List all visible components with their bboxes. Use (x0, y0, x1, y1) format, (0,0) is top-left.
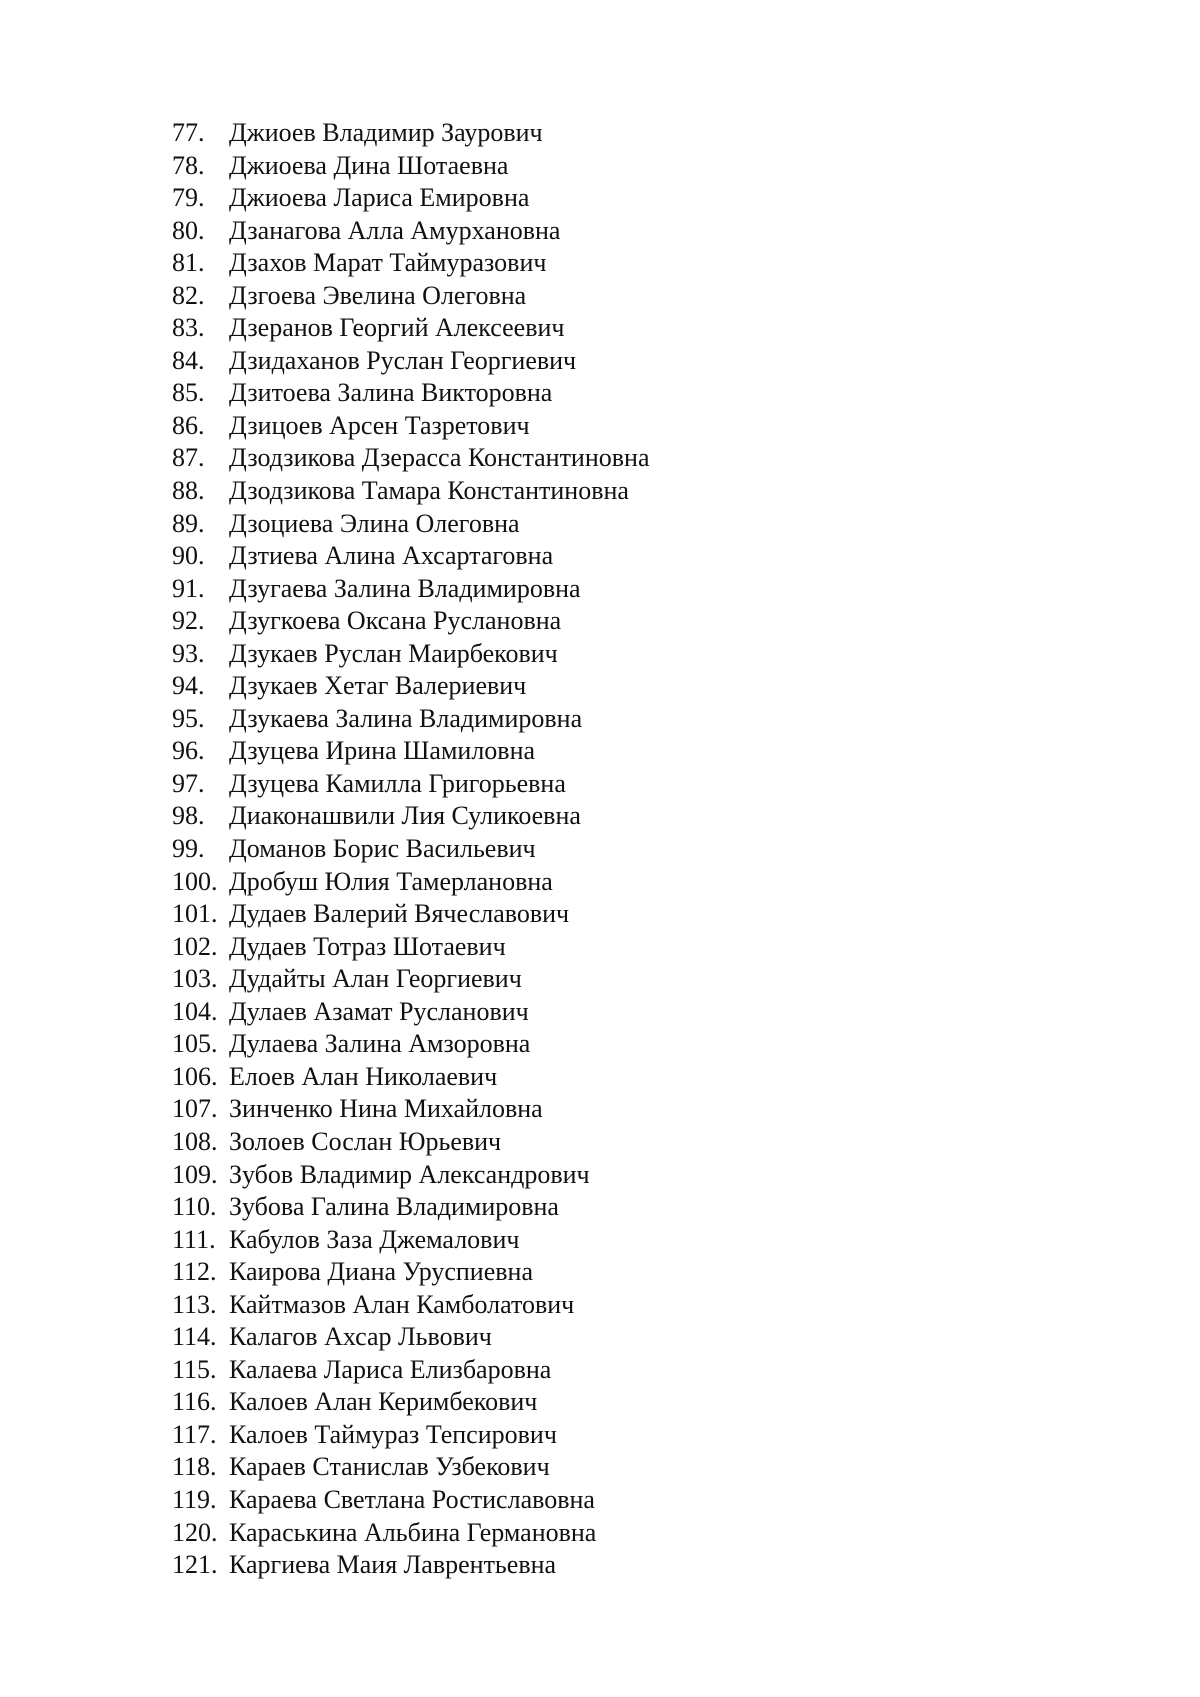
list-item-number: 98. (172, 801, 205, 831)
list-item (172, 1354, 650, 1387)
list-item-name: Елоев Алан Николаевич (229, 1061, 498, 1091)
list-item-name: Калоев Таймураз Тепсирович (229, 1419, 557, 1449)
list-item-name: Караськина Альбина Германовна (229, 1517, 597, 1547)
list-item-name: Дзукаев Хетаг Валериевич (229, 671, 527, 701)
list-item-number: 93. (172, 638, 205, 668)
list-item (172, 182, 650, 215)
list-item (172, 833, 650, 866)
list-item-number: 112. (172, 1257, 217, 1287)
list-item-name: Кайтмазов Алан Камболатович (229, 1289, 575, 1319)
list-item (172, 1484, 650, 1517)
list-item-number: 88. (172, 476, 205, 506)
list-item (172, 1419, 650, 1452)
list-item-number: 85. (172, 378, 205, 408)
list-item-name: Диаконашвили Лия Суликоевна (229, 801, 581, 831)
list-item-name: Зубов Владимир Александрович (229, 1159, 590, 1189)
list-item (172, 800, 650, 833)
list-item-number: 121. (172, 1550, 218, 1580)
list-item (172, 996, 650, 1029)
list-item (172, 345, 650, 378)
list-item-name: Дзугаева Залина Владимировна (229, 573, 581, 603)
list-item (172, 1093, 650, 1126)
list-item (172, 573, 650, 606)
list-item-name: Дулаева Залина Амзоровна (229, 1029, 531, 1059)
list-item-number: 100. (172, 866, 218, 896)
list-item-name: Дудаев Валерий Вячеславович (229, 899, 570, 929)
list-item-name: Дзодзикова Тамара Константиновна (229, 476, 629, 506)
list-item-number: 102. (172, 931, 218, 961)
list-item-name: Калаева Лариса Елизбаровна (229, 1354, 552, 1384)
list-item-number: 87. (172, 443, 205, 473)
list-item-name: Дзтиева Алина Ахсартаговна (229, 541, 554, 571)
list-item-name: Дзанагова Алла Амурхановна (229, 215, 561, 245)
list-item-number: 108. (172, 1126, 218, 1156)
list-item (172, 442, 650, 475)
list-item (172, 280, 650, 313)
list-item-name: Дзидаханов Руслан Георгиевич (229, 345, 577, 375)
list-item-number: 116. (172, 1387, 217, 1417)
list-item-number: 84. (172, 345, 205, 375)
list-item-name: Каирова Диана Уруспиевна (229, 1257, 533, 1287)
list-item-number: 92. (172, 606, 205, 636)
list-item-number: 110. (172, 1192, 217, 1222)
person-list (172, 117, 650, 1582)
list-item-number: 83. (172, 313, 205, 343)
list-item-name: Джиоева Лариса Емировна (229, 183, 530, 213)
list-item-name: Дзукаева Залина Владимировна (229, 703, 583, 733)
list-item-number: 101. (172, 899, 218, 929)
list-item-number: 90. (172, 541, 205, 571)
list-item-number: 113. (172, 1289, 217, 1319)
list-item-number: 104. (172, 996, 218, 1026)
list-item-name: Дзодзикова Дзерасса Константиновна (229, 443, 650, 473)
list-item-number: 94. (172, 671, 205, 701)
list-item-name: Золоев Сослан Юрьевич (229, 1126, 502, 1156)
list-item (172, 1549, 650, 1582)
list-item (172, 735, 650, 768)
list-item (172, 1517, 650, 1550)
list-item (172, 1224, 650, 1257)
list-item-number: 96. (172, 736, 205, 766)
list-item-name: Дудаев Тотраз Шотаевич (229, 931, 506, 961)
list-item (172, 1061, 650, 1094)
list-item (172, 1126, 650, 1159)
list-item-number: 120. (172, 1517, 218, 1547)
list-item-name: Дзгоева Эвелина Олеговна (229, 280, 527, 310)
list-item-number: 106. (172, 1061, 218, 1091)
list-item (172, 1028, 650, 1061)
list-item-name: Дудайты Алан Георгиевич (229, 964, 522, 994)
list-item-name: Джиоева Дина Шотаевна (229, 150, 509, 180)
list-item (172, 312, 650, 345)
list-item-number: 115. (172, 1354, 217, 1384)
list-item (172, 1321, 650, 1354)
list-item-name: Калоев Алан Керимбекович (229, 1387, 538, 1417)
list-item (172, 670, 650, 703)
list-item-number: 118. (172, 1452, 217, 1482)
list-item-name: Дробуш Юлия Тамерлановна (229, 866, 553, 896)
list-item-number: 99. (172, 834, 205, 864)
list-item-number: 119. (172, 1484, 217, 1514)
list-item (172, 963, 650, 996)
list-item-number: 81. (172, 248, 205, 278)
list-item-name: Каргиева Маия Лаврентьевна (229, 1550, 557, 1580)
list-item-name: Дзицоев Арсен Тазретович (229, 410, 530, 440)
list-item (172, 1191, 650, 1224)
list-item-name: Дзоциева Элина Олеговна (229, 508, 520, 538)
list-item (172, 150, 650, 183)
list-item (172, 508, 650, 541)
list-item (172, 377, 650, 410)
list-item-name: Доманов Борис Васильевич (229, 834, 536, 864)
list-item (172, 410, 650, 443)
list-item-name: Калагов Ахсар Львович (229, 1322, 492, 1352)
list-item-number: 82. (172, 280, 205, 310)
list-item-name: Дзитоева Залина Викторовна (229, 378, 553, 408)
list-item (172, 866, 650, 899)
list-item (172, 768, 650, 801)
list-item (172, 1386, 650, 1419)
list-item-name: Зинченко Нина Михайловна (229, 1094, 543, 1124)
list-item (172, 1159, 650, 1192)
list-item-name: Кабулов Заза Джемалович (229, 1224, 520, 1254)
list-item (172, 605, 650, 638)
list-item-name: Дзахов Марат Таймуразович (229, 248, 547, 278)
list-item-number: 105. (172, 1029, 218, 1059)
list-item-number: 107. (172, 1094, 218, 1124)
list-item-number: 86. (172, 410, 205, 440)
list-item-name: Дзукаев Руслан Маирбекович (229, 638, 558, 668)
list-item (172, 703, 650, 736)
list-item (172, 1256, 650, 1289)
list-item-name: Дзугкоева Оксана Руслановна (229, 606, 562, 636)
list-item-name: Дзуцева Камилла Григорьевна (229, 768, 566, 798)
list-item (172, 1451, 650, 1484)
list-item-number: 78. (172, 150, 205, 180)
list-item-name: Дулаев Азамат Русланович (229, 996, 529, 1026)
list-item (172, 898, 650, 931)
list-item-number: 95. (172, 703, 205, 733)
list-item-number: 77. (172, 118, 205, 147)
list-item (172, 247, 650, 280)
list-item-name: Караев Станислав Узбекович (229, 1452, 550, 1482)
list-item-number: 109. (172, 1159, 218, 1189)
list-item (172, 215, 650, 248)
list-item (172, 931, 650, 964)
list-item-name: Дзуцева Ирина Шамиловна (229, 736, 536, 766)
list-item-number: 103. (172, 964, 218, 994)
list-item-number: 97. (172, 768, 205, 798)
list-item (172, 117, 650, 150)
list-item-number: 114. (172, 1322, 217, 1352)
list-item-name: Дзеранов Георгий Алексеевич (229, 313, 565, 343)
list-item-number: 80. (172, 215, 205, 245)
list-item-number: 117. (172, 1419, 217, 1449)
list-item-name: Джиоев Владимир Заурович (229, 118, 543, 147)
list-item (172, 638, 650, 671)
list-item-number: 79. (172, 183, 205, 213)
list-item-name: Зубова Галина Владимировна (229, 1192, 559, 1222)
list-item-number: 91. (172, 573, 205, 603)
list-item (172, 475, 650, 508)
list-item (172, 540, 650, 573)
list-item-number: 89. (172, 508, 205, 538)
list-item (172, 1289, 650, 1322)
list-item-number: 111. (172, 1224, 216, 1254)
list-item-name: Караева Светлана Ростиславовна (229, 1484, 595, 1514)
